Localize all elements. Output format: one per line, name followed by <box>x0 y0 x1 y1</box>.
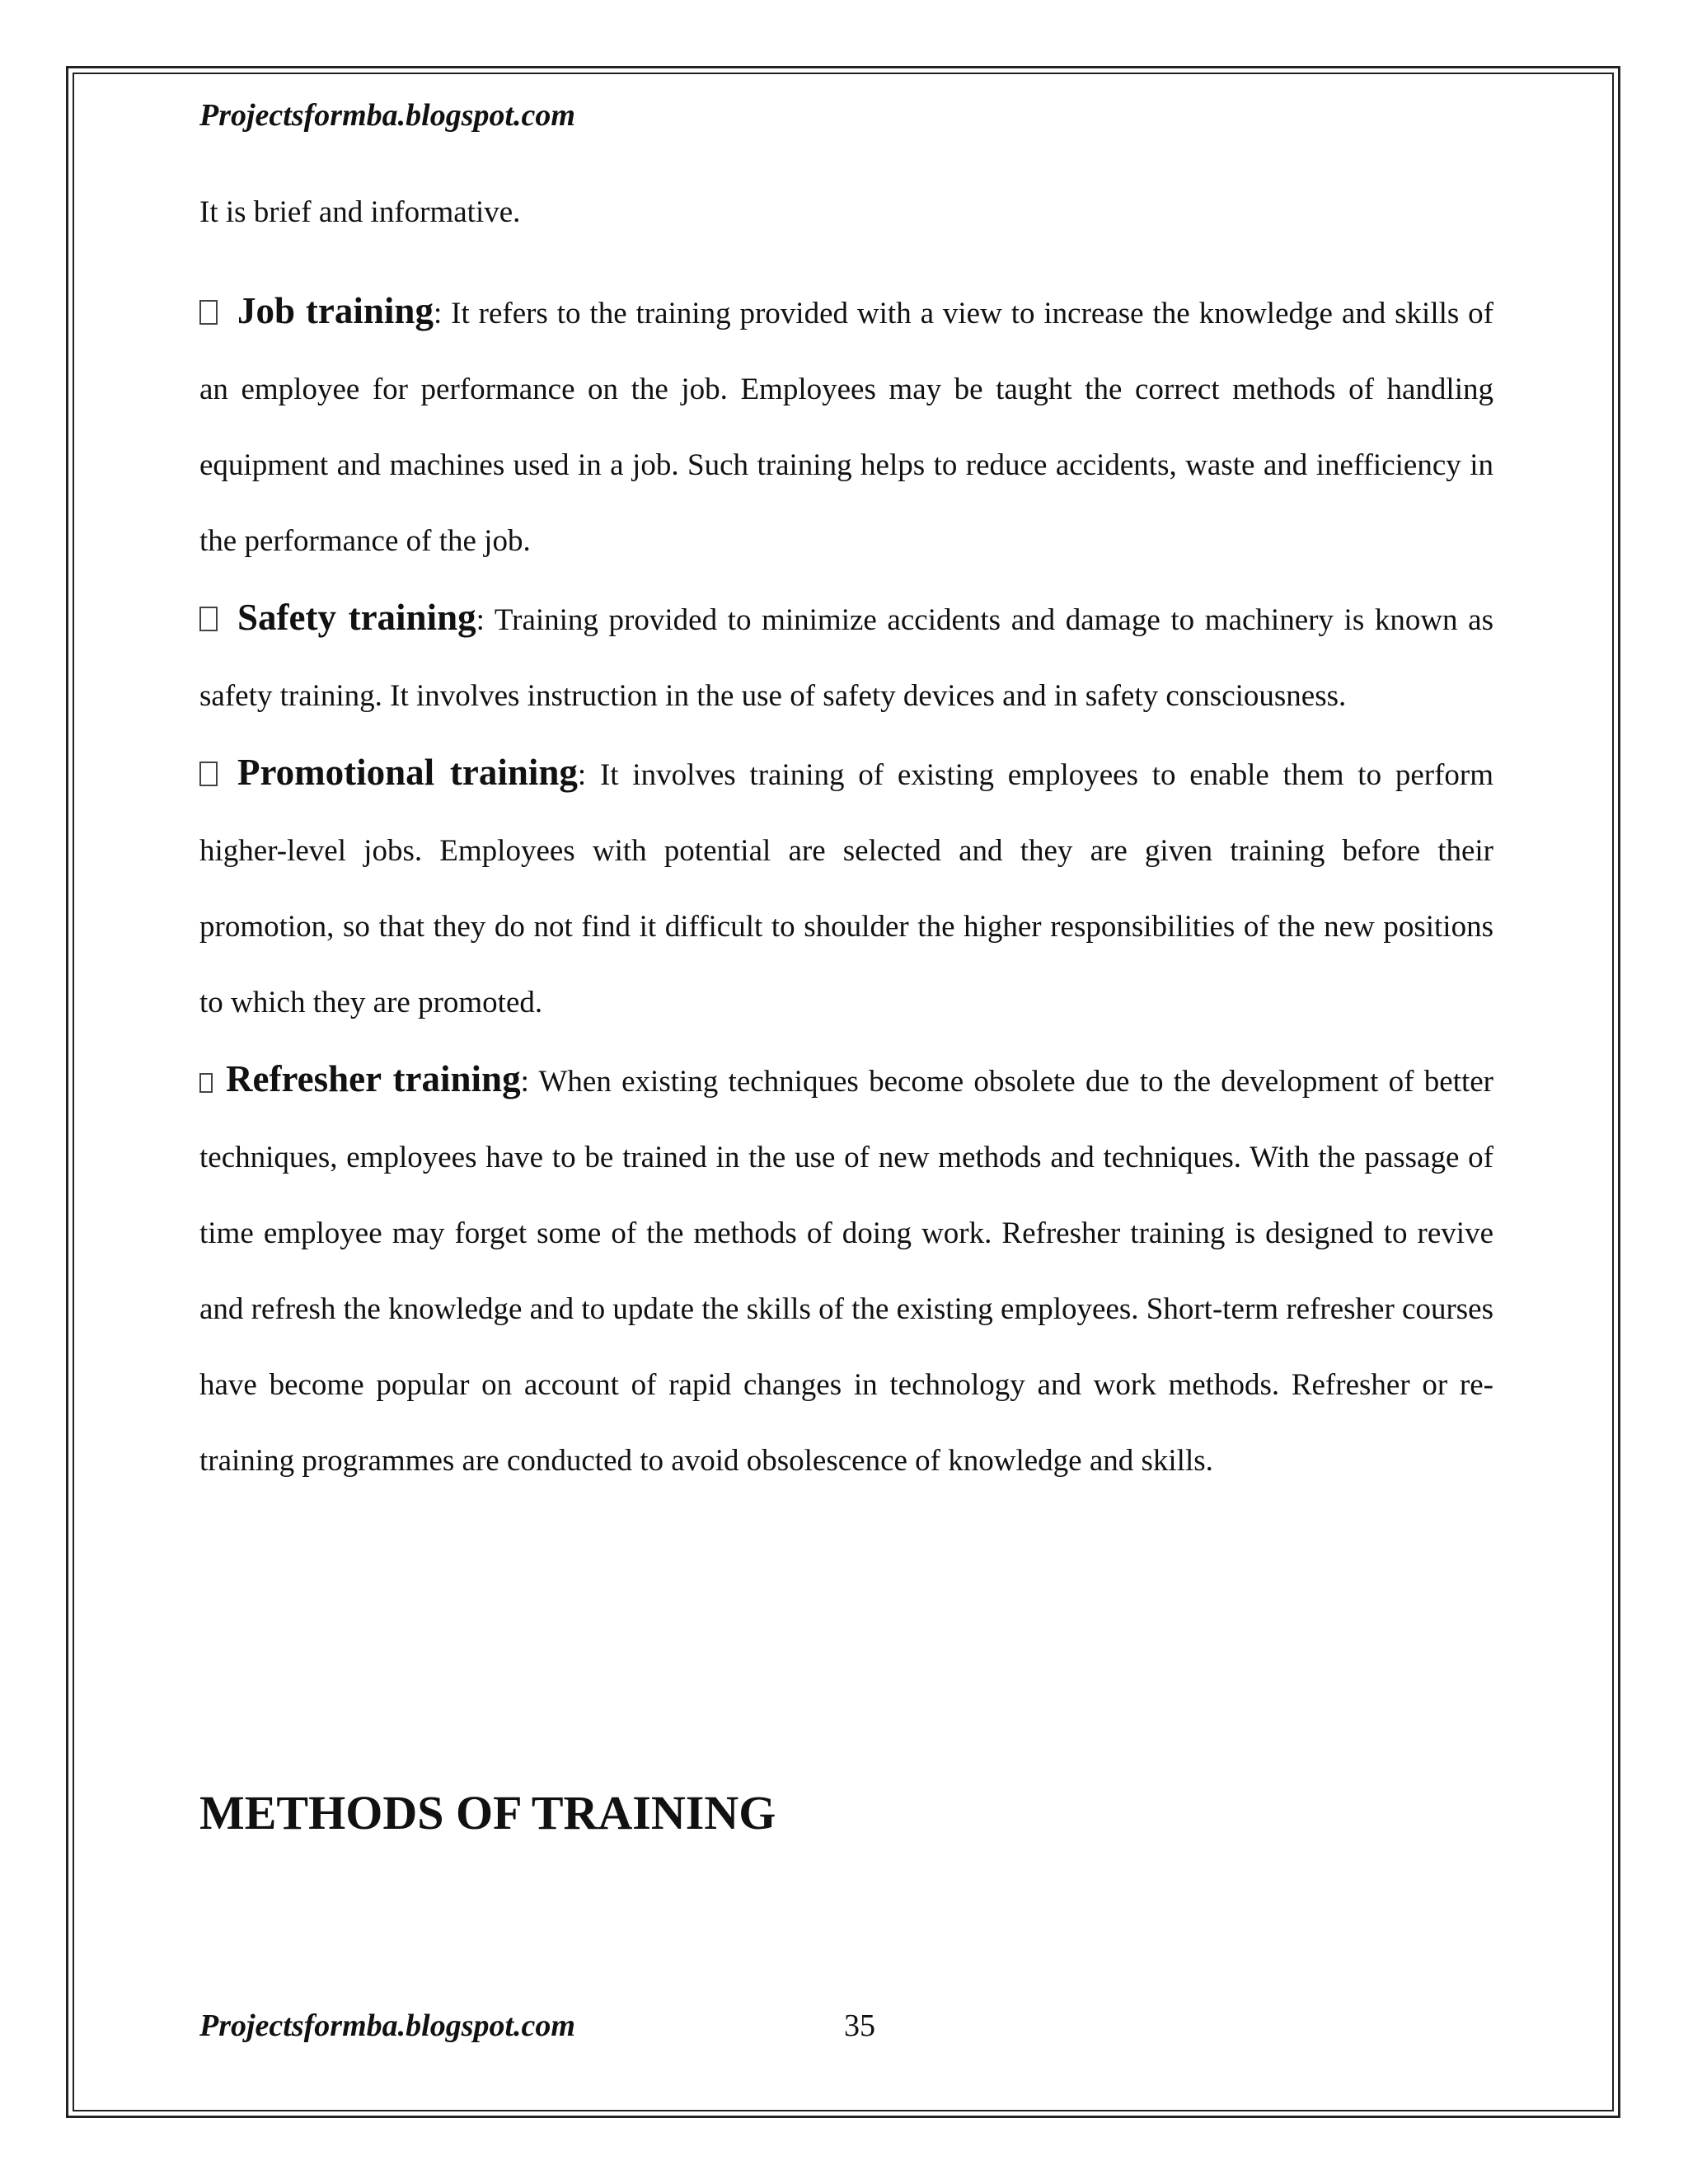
page-number: 35 <box>844 2008 875 2043</box>
section-heading: METHODS OF TRAINING <box>199 1786 776 1840</box>
term-refresher-training: Refresher training <box>226 1058 521 1099</box>
intro-line: It is brief and informative. <box>199 195 521 229</box>
header-site-name: Projectsformba.blogspot.com <box>199 98 575 133</box>
text-safety-training: : Training provided to minimize accidents and damage to machinery is known as safety training. It involves instruction in the use of safety devices and in safety consciousness. <box>199 603 1493 713</box>
bullet-box-icon <box>199 300 218 325</box>
text-refresher-training: : When existing techniques become obsolete due to the development of better techniques, employees have to be trained in the use of new methods and techniques. With the passage of time employee may forget some of the methods of doing work. Refresher training is designed to revive and refresh the knowledge and to update the skills of the existing employees. Short-term refresher courses have become popular on account of rapid changes in technology and work methods. Refresher or re-training programmes are conducted to avoid obsolescence of knowledge and skills. <box>199 1065 1494 1478</box>
term-job-training: Job training <box>237 290 434 331</box>
footer-site-name: Projectsformba.blogspot.com <box>199 2008 575 2043</box>
term-promotional-training: Promotional training <box>237 752 578 793</box>
item-refresher-training <box>199 1041 1493 1499</box>
bullet-box-icon <box>199 762 218 786</box>
item-safety-training <box>199 579 1493 734</box>
item-promotional-training <box>199 734 1493 1041</box>
term-safety-training: Safety training <box>237 597 476 638</box>
item-job-training <box>199 273 1493 579</box>
bullet-box-icon <box>199 1073 213 1093</box>
text-promotional-training: : It involves training of existing employees to enable them to perform higher-level jobs. Employees with potential are selected and they are given training before their promotion, so that they do not find it difficult to shoulder the higher responsibilities of the new positions to which they are promoted. <box>199 758 1493 1019</box>
text-job-training: : It refers to the training provided with a view to increase the knowledge and skills of an employee for performance on the job. Employees may be taught the correct methods of handling equipment and machines used in a job. Such training helps to reduce accidents, waste and inefficiency in the performance of the job. <box>199 297 1494 558</box>
page-body <box>199 194 1493 1499</box>
bullet-box-icon <box>199 607 218 631</box>
